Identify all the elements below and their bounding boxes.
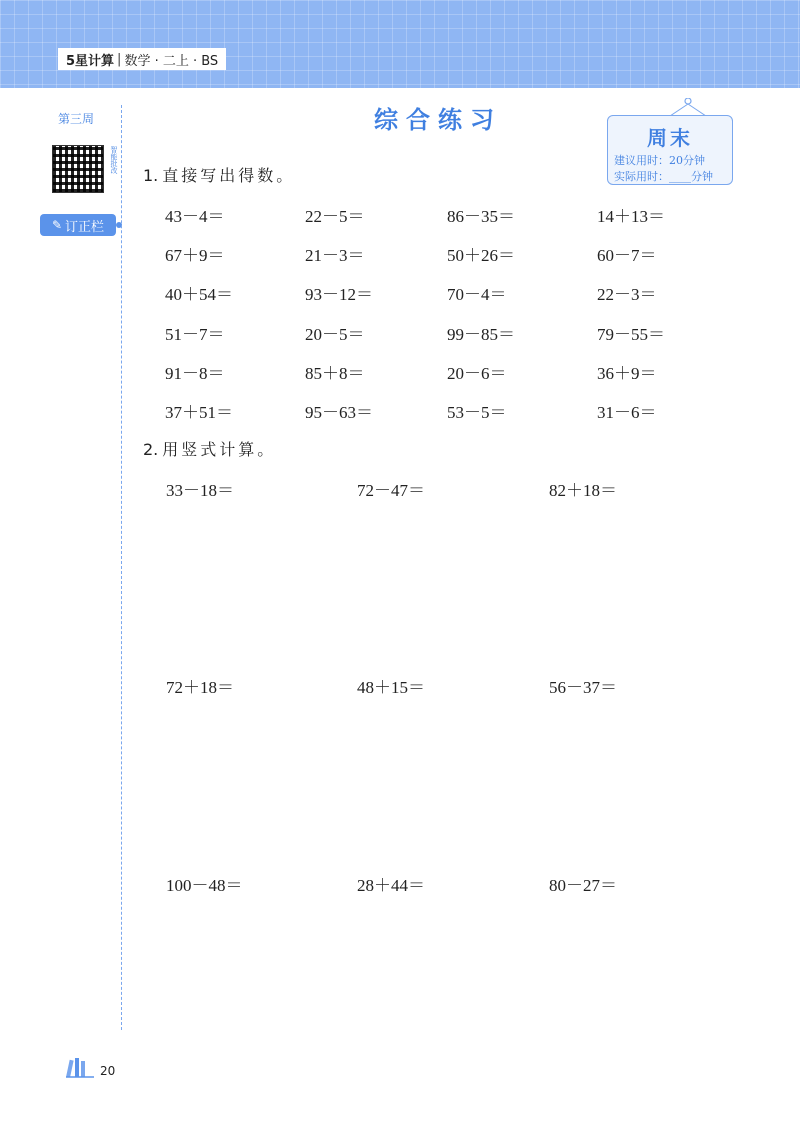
- page-title: 综合练习: [374, 106, 502, 134]
- oral-problem: 21－3＝: [305, 246, 365, 265]
- oral-problem: 36＋9＝: [597, 364, 657, 383]
- vertical-problem: 33－18＝: [166, 481, 234, 500]
- series-label: [58, 48, 226, 70]
- oral-problem: 22－5＝: [305, 207, 365, 226]
- vertical-problem: 72＋18＝: [166, 678, 234, 697]
- header-band: [0, 0, 800, 88]
- vertical-problem: 72－47＝: [357, 481, 425, 500]
- vertical-problem: 100－48＝: [166, 876, 243, 895]
- time-card: [607, 115, 733, 185]
- oral-problem: 20－6＝: [447, 364, 507, 383]
- brand-name: 5星计算: [66, 54, 115, 69]
- vertical-problem: 28＋44＝: [357, 876, 425, 895]
- oral-problem: 70－4＝: [447, 285, 507, 304]
- actual-time: 实际用时：____分钟: [614, 170, 713, 183]
- oral-problem: 60－7＝: [597, 246, 657, 265]
- oral-problem: 40＋54＝: [165, 285, 233, 304]
- hanger-icon: [668, 98, 708, 116]
- pencil-icon: ✎: [51, 218, 63, 232]
- section-2-number: 2.: [143, 440, 159, 459]
- oral-problem: 22－3＝: [597, 285, 657, 304]
- oral-problem: 85＋8＝: [305, 364, 365, 383]
- oral-problem: 31－6＝: [597, 403, 657, 422]
- oral-problem: 79－55＝: [597, 325, 665, 344]
- section-2-title: 用竖式计算。: [162, 440, 277, 459]
- section-1-heading: [143, 163, 295, 186]
- header-separator: |: [117, 52, 122, 67]
- section-1-title: 直接写出得数。: [162, 166, 296, 185]
- vertical-problem: 82＋18＝: [549, 481, 617, 500]
- vertical-problem: 48＋15＝: [357, 678, 425, 697]
- vertical-problem: 80－27＝: [549, 876, 617, 895]
- correction-margin-line: [121, 105, 122, 1030]
- books-icon: [66, 1056, 94, 1078]
- book-subtitle: 数学 · 二上 · BS: [124, 54, 219, 69]
- oral-problem: 95－63＝: [305, 403, 373, 422]
- oral-problem: 20－5＝: [305, 325, 365, 344]
- section-2-heading: [143, 437, 276, 460]
- oral-problem: 99－85＝: [447, 325, 515, 344]
- oral-problem: 86－35＝: [447, 207, 515, 226]
- section-1-number: 1.: [143, 166, 159, 185]
- time-card-heading: 周末: [647, 126, 693, 150]
- oral-problem: 51－7＝: [165, 325, 225, 344]
- qr-caption: 智能批改: [110, 146, 118, 174]
- oral-problem: 43－4＝: [165, 207, 225, 226]
- correction-column-tag: [40, 214, 116, 236]
- oral-problem: 50＋26＝: [447, 246, 515, 265]
- week-label: 第三周: [58, 112, 95, 126]
- oral-problem: 37＋51＝: [165, 403, 233, 422]
- oral-problem: 14＋13＝: [597, 207, 665, 226]
- oral-problem: 53－5＝: [447, 403, 507, 422]
- suggested-time: 建议用时：20分钟: [614, 154, 705, 167]
- vertical-problem: 56－37＝: [549, 678, 617, 697]
- oral-problem: 91－8＝: [165, 364, 225, 383]
- correction-label: 订正栏: [65, 219, 105, 235]
- oral-problem: 93－12＝: [305, 285, 373, 304]
- page-number: 20: [100, 1064, 116, 1078]
- qr-code[interactable]: [52, 145, 104, 193]
- oral-problem: 67＋9＝: [165, 246, 225, 265]
